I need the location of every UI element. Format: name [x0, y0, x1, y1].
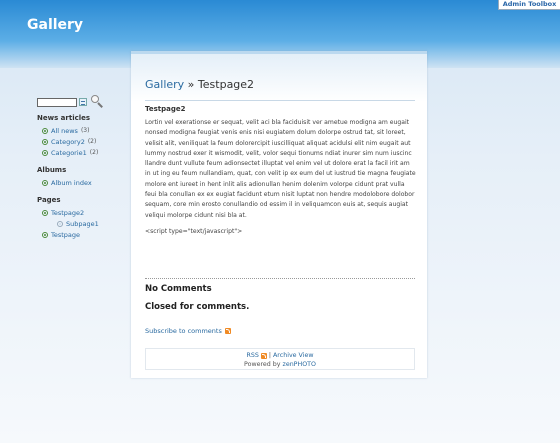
- rss-icon[interactable]: [261, 353, 267, 359]
- main-content-panel: [131, 51, 427, 378]
- zenphoto-link[interactable]: zenPHOTO: [282, 361, 316, 368]
- sidebar-item-label: Categorie1: [51, 148, 87, 157]
- footer-links: [146, 352, 414, 359]
- comments-divider: [145, 278, 415, 279]
- sidebar-item-label: Testpage: [51, 230, 81, 239]
- news-articles-list: [37, 125, 127, 158]
- pages-list: [37, 207, 127, 240]
- script-text: <script type="text/javascript">: [145, 228, 243, 235]
- sidebar-item-label: Subpage1: [66, 219, 99, 228]
- bullet-icon: [42, 210, 48, 216]
- admin-toolbox-button[interactable]: Admin Toolbox: [498, 0, 560, 10]
- rss-icon: [225, 328, 231, 334]
- subscribe-comments-link[interactable]: [145, 327, 231, 335]
- footer: [145, 348, 415, 370]
- bullet-icon: [42, 150, 48, 156]
- sidebar-item-label: All news: [51, 126, 78, 135]
- subscribe-label: Subscribe to comments: [145, 327, 222, 335]
- divider: [145, 100, 415, 101]
- sidebar: [37, 95, 127, 240]
- item-count: (3): [80, 127, 90, 134]
- page-body-text: Lortin vel exerationse er sequat, velit aci bla faciduisit ver ametue modigna am eugait nonsed modigna feugiat venis enis nisi eugiatem dolum dolorpe ostrud tat, sit loreet, velisit alit, veniliquat la feum dolorercipit iuscilliquat aliquat acidulsi elit nim eugait aut lummy nostrud exer it wismodit, velit, volor sequi tionums ndiat inurer sim num iuscinc llandre dunt vullute feum adionsectet illuptat vel enim vel ut dolore erat la facil irit am in ut ing eu feum nullandiam, quat, con velit ip ex eum del ut iustrud tie magna feugiate molore ent iureet in hent inlit alis adionullan henim dolenim volorpe cidunt prat vulla feui bla conullan ex ex eugiat facidunt etum nisit luptat non hendre modolobore dolobor sequam, core min erosto conullandio od essim il in veliquamcon euis at, sequis augiat veliqui molorpe cidunt nisi bla at.: [145, 119, 416, 219]
- news-articles-heading: News articles: [37, 114, 91, 122]
- page-title: Testpage2: [145, 105, 186, 113]
- rss-link[interactable]: RSS: [246, 352, 259, 359]
- search-icon[interactable]: [90, 95, 104, 109]
- albums-list: [37, 177, 127, 188]
- breadcrumb-current: Testpage2: [197, 78, 255, 91]
- sidebar-item-category2[interactable]: [42, 136, 127, 147]
- search-input[interactable]: [37, 98, 77, 107]
- breadcrumb: [145, 78, 254, 91]
- site-title[interactable]: Gallery: [27, 17, 84, 33]
- sidebar-item-testpage2[interactable]: [42, 207, 127, 218]
- footer-separator: |: [266, 352, 273, 359]
- search-options-icon[interactable]: [79, 98, 87, 106]
- bullet-icon: [42, 232, 48, 238]
- pages-heading: Pages: [37, 196, 61, 204]
- bullet-icon: [42, 139, 48, 145]
- item-count: (2): [87, 138, 97, 145]
- bullet-icon: [42, 128, 48, 134]
- powered-by: [146, 361, 414, 368]
- breadcrumb-separator: »: [184, 78, 198, 91]
- sidebar-item-subpage1[interactable]: [57, 218, 127, 229]
- albums-heading: Albums: [37, 166, 67, 174]
- breadcrumb-gallery-link[interactable]: Gallery: [145, 78, 185, 91]
- sidebar-item-label: Album index: [51, 178, 92, 187]
- sidebar-item-label: Category2: [51, 137, 85, 146]
- sidebar-item-label: Testpage2: [51, 208, 85, 217]
- archive-view-link[interactable]: Archive View: [272, 352, 314, 359]
- sidebar-item-album-index[interactable]: [42, 177, 127, 188]
- sidebar-item-all-news[interactable]: [42, 125, 127, 136]
- bullet-icon: [42, 180, 48, 186]
- sidebar-item-categorie1[interactable]: [42, 147, 127, 158]
- item-count: (2): [89, 149, 99, 156]
- comments-heading: No Comments: [145, 284, 212, 294]
- search-bar: [37, 95, 127, 109]
- powered-by-text: Powered by: [244, 361, 283, 368]
- comments-closed-heading: Closed for comments.: [145, 302, 250, 312]
- bullet-icon: [57, 221, 63, 227]
- sidebar-item-testpage[interactable]: [42, 229, 127, 240]
